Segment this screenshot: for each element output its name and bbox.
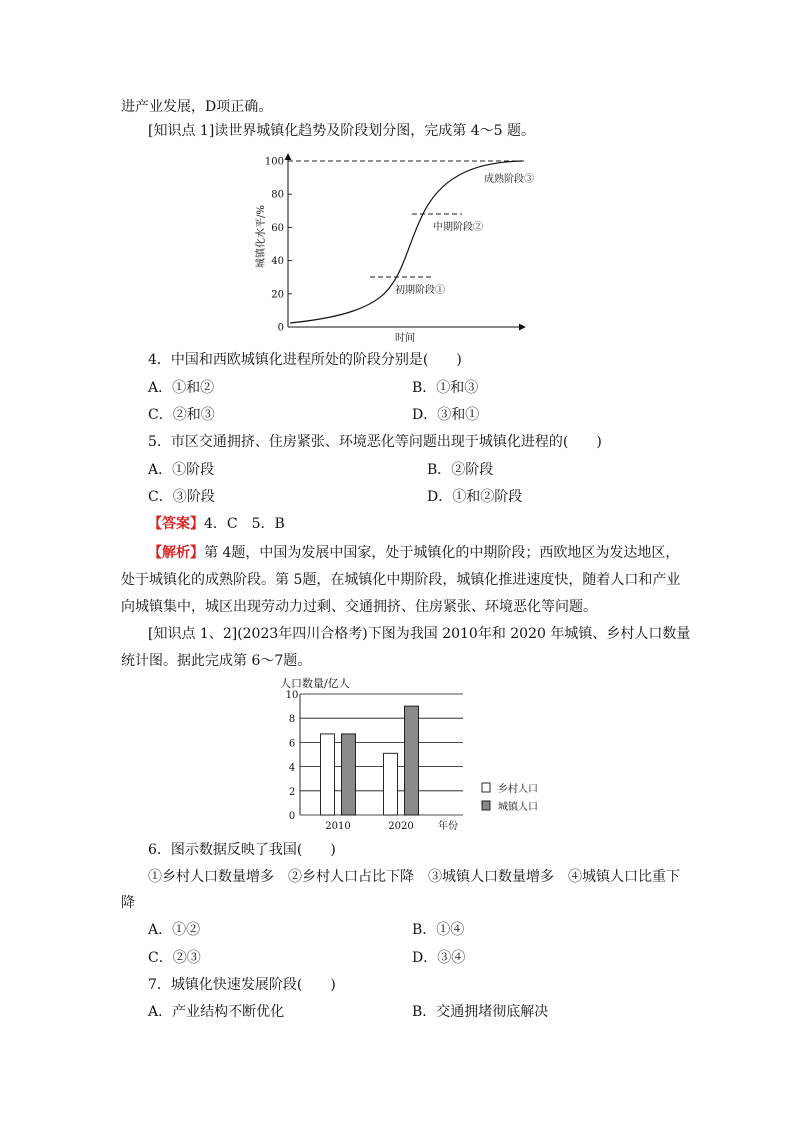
q6-option-d: D．③④	[412, 950, 466, 966]
question-7: 7．城镇化快速发展阶段( )	[148, 977, 336, 993]
y-tick-label: 20	[271, 289, 284, 301]
analysis-line-2: 处于城镇化的成熟阶段。第 5题，在城镇化中期阶段，城镇化推进速度快，随着人口和产业	[121, 572, 681, 588]
analysis-line-1: 【解析】第 4题，中国为发展中国家，处于城镇化的中期阶段；西欧地区为发达地区，	[148, 545, 680, 561]
q6-option-b: B．①④	[412, 922, 465, 938]
q7-option-a: A．产业结构不断优化	[148, 1004, 285, 1020]
q5-option-d: D．①和②阶段	[427, 489, 523, 505]
bar-rural-2020	[384, 753, 398, 815]
legend-label-rural: 乡村人口	[498, 784, 538, 795]
q5-option-a: A．①阶段	[148, 462, 215, 478]
y-tick-label: 40	[271, 256, 284, 268]
y-tick-label: 60	[271, 222, 284, 234]
x-category-label: 2010	[325, 821, 351, 832]
bar-urban-2020	[405, 706, 419, 815]
analysis-tag: 【解析】	[148, 545, 204, 561]
question-5: 5．市区交通拥挤、住房紧张、环境恶化等问题出现于城镇化进程的( )	[148, 434, 602, 450]
x-axis-label: 时间	[395, 333, 415, 344]
knowledge-point-intro: [知识点 1]读世界城镇化趋势及阶段划分图，完成第 4～5 题。	[148, 123, 535, 139]
bar-y-tick-label: 2	[288, 786, 296, 798]
q4-option-d: D．③和①	[412, 407, 480, 423]
knowledge-point-intro-2: [知识点 1、2](2023年四川合格考)下图为我国 2010年和 2020 年城镇、乡村人口数量	[148, 626, 691, 642]
y-tick-label: 0	[277, 322, 284, 334]
bar-x-axis-label: 年份	[438, 821, 458, 832]
analysis-line-3: 向城镇集中，城区出现劳动力过剩、交通拥挤、住房紧张、环境恶化等问题。	[121, 599, 597, 615]
q5-option-b: B．②阶段	[427, 462, 494, 478]
legend-swatch-rural	[482, 783, 490, 792]
q6-statements-line-1: ①乡村人口数量增多 ②乡村人口占比下降 ③城镇人口数量增多 ④城镇人口比重下	[148, 869, 680, 885]
bar-y-axis-label: 人口数量/亿人	[280, 677, 350, 690]
bar-rural-2010	[321, 734, 335, 815]
bar-y-tick-label: 6	[288, 738, 296, 750]
urbanization-s-curve-chart	[240, 148, 540, 348]
y-axis-label: 城镇化水平/%	[256, 205, 267, 268]
bar-y-tick-label: 4	[288, 762, 296, 774]
bar-y-tick-label: 0	[288, 811, 296, 822]
x-category-label: 2020	[388, 821, 414, 832]
q4-option-c: C．②和③	[148, 407, 215, 423]
stage-label-initial: 初期阶段①	[395, 285, 445, 296]
stage-label-mature: 成熟阶段③	[484, 174, 534, 185]
y-tick-label: 100	[264, 156, 284, 168]
question-4: 4．中国和西欧城镇化进程所处的阶段分别是( )	[148, 352, 462, 368]
legend-swatch-urban	[482, 801, 490, 810]
q7-option-b: B．交通拥堵彻底解决	[412, 1004, 549, 1020]
answer-text: 4．C 5．B	[204, 516, 285, 532]
bar-y-tick-label: 10	[285, 690, 299, 701]
question-6: 6．图示数据反映了我国( )	[148, 842, 336, 858]
bar-y-tick-label: 8	[288, 714, 296, 726]
q4-option-a: A．①和②	[148, 380, 215, 396]
bar-urban-2010	[342, 734, 356, 815]
q4-option-b: B．①和③	[412, 380, 479, 396]
q6-statements-line-2: 降	[121, 895, 135, 911]
answer-line	[148, 514, 285, 534]
answer-tag: 【答案】	[148, 516, 204, 532]
y-tick-label: 80	[271, 189, 284, 201]
q5-option-c: C．③阶段	[148, 489, 215, 505]
q6-option-c: C．②③	[148, 950, 201, 966]
legend-label-urban: 城镇人口	[498, 802, 538, 813]
population-bar-chart	[270, 676, 560, 834]
text-line: 进产业发展，D项正确。	[121, 99, 273, 115]
knowledge-point-intro-2b: 统计图。据此完成第 6～7题。	[121, 653, 312, 669]
stage-label-middle: 中期阶段②	[433, 222, 483, 233]
urbanization-curve	[290, 161, 522, 323]
q6-option-a: A．①②	[148, 922, 201, 938]
